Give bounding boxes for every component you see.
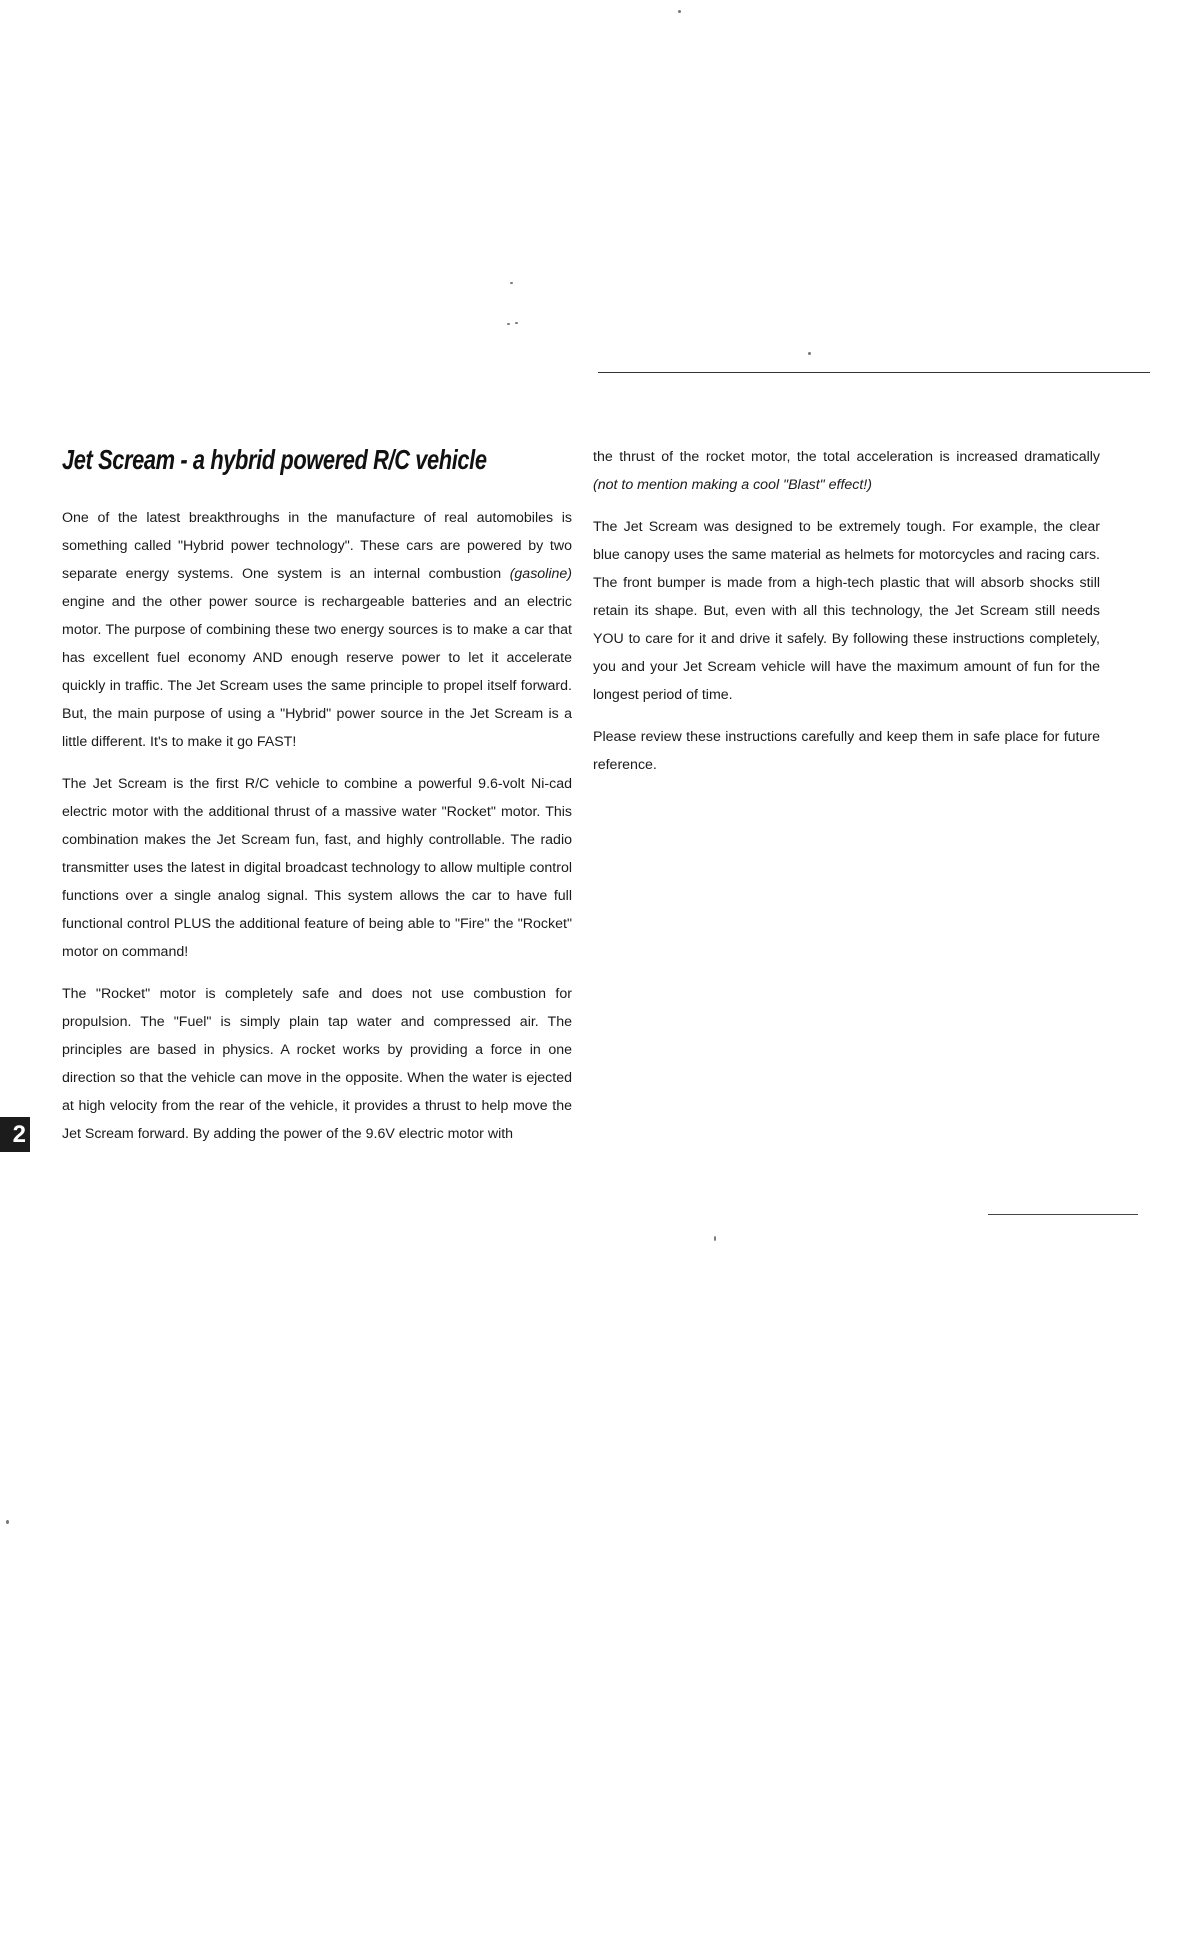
review-paragraph: Please review these instructions carefully and keep them in safe place for future reference. [593,729,1100,773]
scan-speck [515,322,518,324]
page-title: Jet Scream - a hybrid powered R/C vehicle [62,444,487,475]
intro-text-1: One of the latest breakthroughs in the manufacture of real automobiles is something called "Hybrid power technology". These cars are powered by two separate energy systems. One system is an internal combustion [62,510,572,582]
rocket-paragraph: The "Rocket" motor is completely safe and does not use combustion for propulsion. The "Fuel" is simply plain tap water and compressed air. The principles are based in physics. A rocket works by providing a force in one direction so that the vehicle can move in the opposite. When the water is ejected at high velocity from the rear of the vehicle, it provides a thrust to help move the Jet Scream forward. By adding the power of the 9.6V electric motor with [62,986,572,1142]
motor-paragraph: The Jet Scream is the first R/C vehicle to combine a powerful 9.6-volt Ni-cad electric motor with the additional thrust of a massive water "Rocket" motor. This combination makes the Jet Scream fun, fast, and highly controllable. The radio transmitter uses the latest in digital broadcast technology to allow multiple control functions over a single analog signal. This system allows the car to have full functional control PLUS the additional feature of being able to "Fire" the "Rocket" motor on command! [62,776,572,960]
scan-speck [678,10,681,13]
footer-rule [988,1214,1138,1215]
durability-paragraph: The Jet Scream was designed to be extremely tough. For example, the clear blue canopy uses the same material as helmets for motorcycles and racing cars. The front bumper is made from a high-tech plastic that will absorb shocks still retain its shape. But, even with all this technology, the Jet Scream still needs YOU to care for it and drive it safely. By following these instructions completely, you and your Jet Scream vehicle will have the maximum amount of fun for the longest period of time. [593,519,1100,703]
scan-speck [6,1520,9,1524]
left-column [62,440,572,1162]
scan-speck [510,282,513,284]
header-rule [598,372,1150,373]
right-column [593,443,1100,793]
acceleration-paragraph [593,443,1100,499]
intro-paragraph [62,504,572,756]
acceleration-text-italic: (not to mention making a cool "Blast" effect!) [593,477,872,493]
page-number-tab: 2 [0,1117,30,1152]
intro-text-2: engine and the other power source is rechargeable batteries and an electric motor. The purpose of combining these two energy sources is to make a car that has excellent fuel economy AND enough reserve power to let it accelerate quickly in traffic. The Jet Scream uses the same principle to propel itself forward. But, the main purpose of using a "Hybrid" power source in the Jet Scream is a little different. It's to make it go FAST! [62,594,572,750]
scan-speck [808,352,811,355]
scan-speck [507,323,510,325]
scan-speck [714,1236,716,1241]
intro-text-italic: (gasoline) [509,566,572,582]
acceleration-text: the thrust of the rocket motor, the total acceleration is increased dramatically [593,449,1100,465]
